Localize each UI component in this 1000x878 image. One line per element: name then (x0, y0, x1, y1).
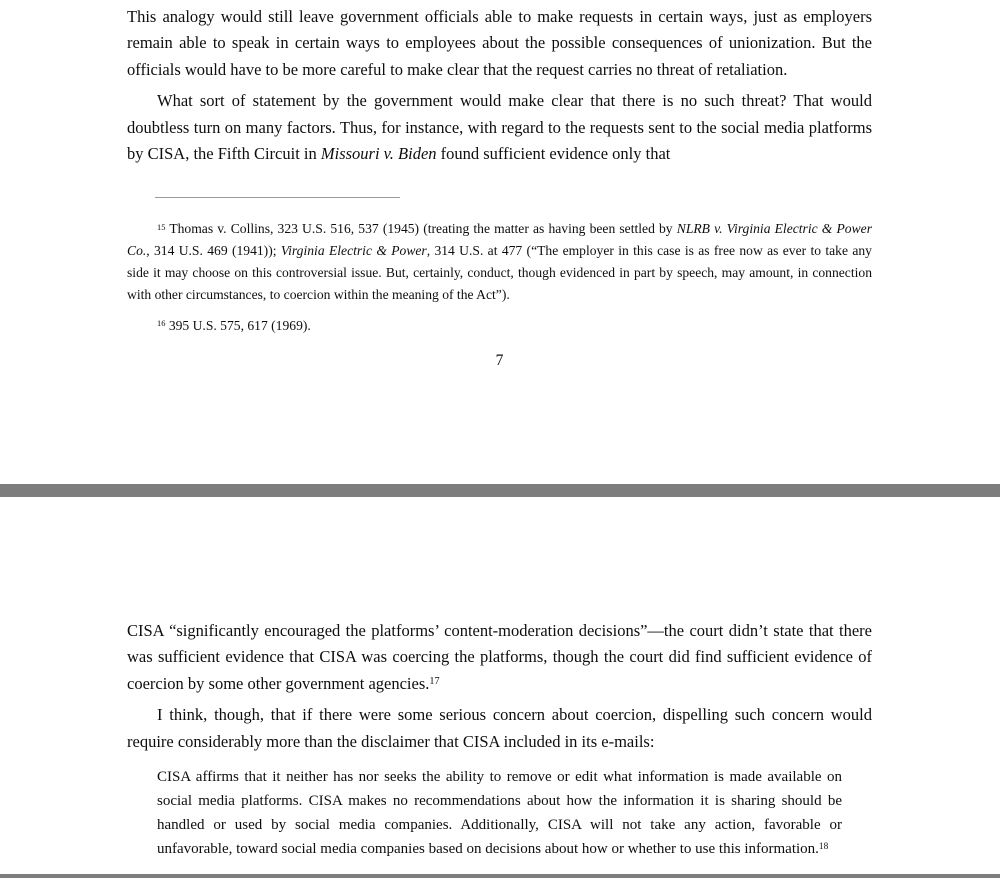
body-paragraph: CISA “significantly encouraged the platforms’ content-moderation decisions”—the court didn’t state that there was sufficient evidence that CISA was coercing the platforms, though the court did find sufficient evidence of coercion by some other government agencies.$^{17}$ (127, 621, 872, 693)
page-separator (0, 484, 1000, 497)
footnote-16: $^{16}$ 395 U.S. 575, 617 (1969). (157, 317, 311, 333)
page-separator-bottom-edge (0, 874, 1000, 878)
page-number: 7 (495, 352, 504, 370)
page-7-content (0, 0, 1000, 371)
footnote-separator (155, 197, 400, 198)
block-quote: CISA affirms that it neither has nor seeks the ability to remove or edit what information is made available on social media platforms. CISA makes no recommendations about how the information it is sharing should be handled or used by social media companies. Additionally, CISA will not take any action, favorable or unfavorable, toward social media companies based on decisions about how or whether to use this information.$^{18}$ (157, 769, 842, 858)
page-8-content (0, 497, 1000, 861)
document-page-8 (0, 497, 1000, 874)
body-paragraph: I think, though, that if there were some serious concern about coercion, dispelling such concern would require considerably more than the disclaimer that CISA included in its e-mails: (127, 705, 872, 751)
footnote-15: $^{15}$ Thomas v. Collins, 323 U.S. 516, 537 (1945) (treating the matter as having been settled by NLRB v. Virginia Electric & Power Co., 314 U.S. 469 (1941)); Virginia Electric & Power, 314 U.S. at 477 (“The employer in this case is as free now as ever to take any side it may choose on this controversial issue. But, certainly, conduct, though evidenced in part by speech, may amount, in connection with other circumstances, to coercion within the meaning of the Act”). (127, 221, 872, 302)
body-paragraph: This analogy would still leave government officials able to make requests in certain ways, just as employers remain able to speak in certain ways to employees about the possible consequences of unionization. But the officials would have to be more careful to make clear that the request carries no threat of retaliation. (127, 7, 872, 79)
body-paragraph: What sort of statement by the government would make clear that there is no such threat? That would doubtless turn on many factors. Thus, for instance, with regard to the requests sent to the social media platforms by CISA, the Fifth Circuit in Missouri v. Biden found sufficient evidence only that (127, 91, 872, 164)
